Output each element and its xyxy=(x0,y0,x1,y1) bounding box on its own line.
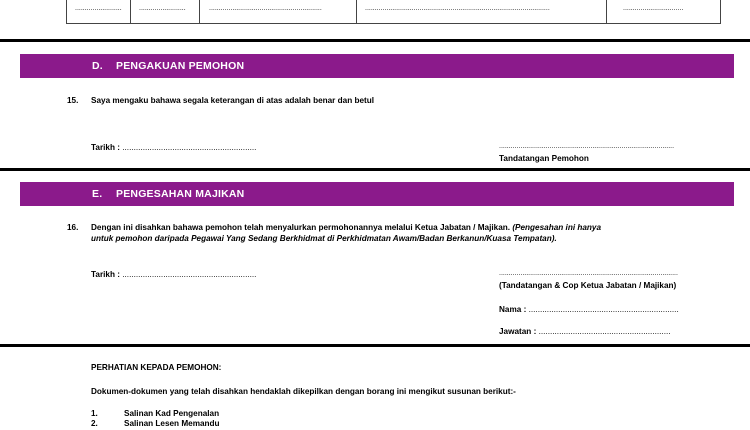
name-field[interactable] xyxy=(499,305,679,314)
section-divider xyxy=(0,344,750,347)
table-cell[interactable]: ............................................................................................... xyxy=(365,5,550,12)
table-cell[interactable]: ........................ xyxy=(139,5,186,12)
list-item-number: 1. xyxy=(91,409,98,418)
date-field[interactable] xyxy=(91,270,256,279)
table-cell[interactable]: .......................................................... xyxy=(209,5,322,12)
notice-heading: PERHATIAN KEPADA PEMOHON: xyxy=(91,363,222,372)
list-item: Salinan Lesen Memandu xyxy=(124,419,220,428)
endorsement-note-cont: untuk pemohon daripada Pegawai Yang Sedang Berkhidmat di Perkhidmatan Awam/Badan Berkanun/Kuasa Tempatan). xyxy=(91,234,557,243)
name-label: Nama : xyxy=(499,305,527,314)
endorsement-text: Dengan ini disahkan bahawa pemohon telah menyalurkan permohonannya melalui Ketua Jabatan / Majikan. xyxy=(91,223,511,232)
top-table-row xyxy=(66,0,721,24)
date-dots: ........................................................... xyxy=(122,270,257,279)
table-cell[interactable]: ........................ xyxy=(75,5,122,12)
declaration-statement: Saya mengaku bahawa segala keterangan di atas adalah benar dan betul xyxy=(91,96,375,105)
section-e-title: PENGESAHAN MAJIKAN xyxy=(116,188,245,200)
name-dots: .................................................................. xyxy=(528,305,679,314)
date-label: Tarikh : xyxy=(91,143,120,152)
table-divider xyxy=(199,0,200,24)
position-field[interactable] xyxy=(499,327,671,336)
table-divider xyxy=(356,0,357,24)
item-number: 16. xyxy=(67,223,79,232)
date-label: Tarikh : xyxy=(91,270,120,279)
position-dots: .......................................................... xyxy=(538,327,671,336)
notice-intro: Dokumen-dokumen yang telah disahkan hendaklah dikepilkan dengan borang ini mengikut susunan berikut:- xyxy=(91,387,516,396)
item-number: 15. xyxy=(67,96,79,105)
position-label: Jawatan : xyxy=(499,327,537,336)
list-item-number: 2. xyxy=(91,419,98,428)
table-divider xyxy=(606,0,607,24)
section-e-header xyxy=(20,182,734,206)
signature-label: Tandatangan Pemohon xyxy=(499,154,589,163)
date-dots: ........................................................... xyxy=(122,143,257,152)
date-field[interactable] xyxy=(91,143,256,152)
section-e-letter: E. xyxy=(92,188,103,200)
table-divider xyxy=(130,0,131,24)
section-d-title: PENGAKUAN PEMOHON xyxy=(116,60,245,72)
signature-line[interactable]: .......................................................................................... xyxy=(499,143,675,150)
endorsement-statement xyxy=(91,223,731,232)
employer-signature-label: (Tandatangan & Cop Ketua Jabatan / Majikan) xyxy=(499,281,677,290)
section-d-letter: D. xyxy=(92,60,103,72)
endorsement-note: (Pengesahan ini hanya xyxy=(512,223,602,232)
list-item: Salinan Kad Pengenalan xyxy=(124,409,220,418)
table-cell[interactable]: ............................... xyxy=(623,5,684,12)
section-divider xyxy=(0,168,750,171)
section-d-header xyxy=(20,54,734,78)
section-divider xyxy=(0,39,750,42)
employer-signature-line[interactable]: ............................................................................................ xyxy=(499,270,678,277)
